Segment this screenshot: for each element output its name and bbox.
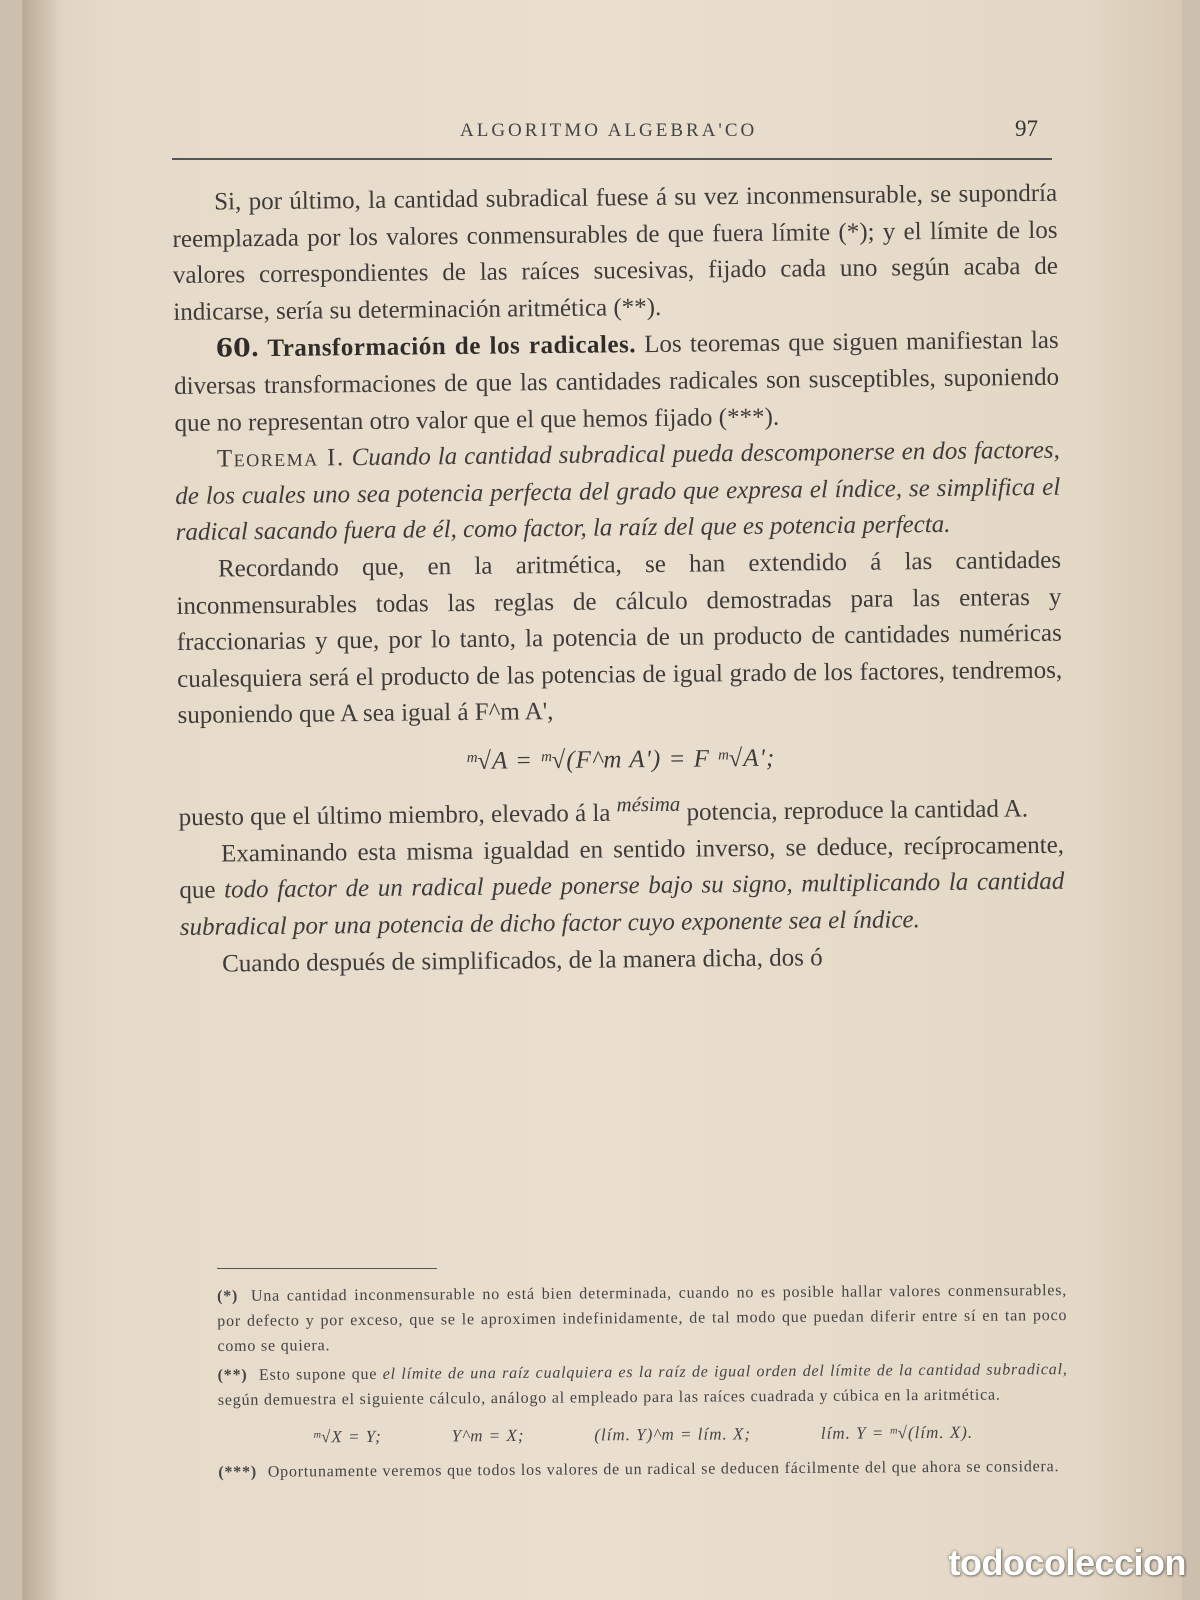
mesima-superscript: mésima [616,791,681,817]
footnote-2-italic: el límite de una raíz cualquiera es la raíz de igual orden del límite de la cantidad subradical [382,1361,1063,1383]
theorem-text: Cuando la cantidad subradical pueda descomponerse en dos factores, de los cuales uno sea potencia perfecta del grado que expresa el índice, se simplifica el radical sacando fuera de él, como factor, la raíz del que es potencia perfecta. [175,436,1061,547]
paragraph-5-text: Examinando esta misma igualdad en sentido inverso, se deduce, recíprocamente, que [179,831,1065,905]
paragraph-2: Los teoremas que siguen manifiestan las diversas transformaciones de que las cantidades radicales son susceptibles, suponiendo que no representan otro valor que el que hemos fijado (***). [173,327,1060,437]
paragraph-4-text-a: puesto que el último miembro, elevado á la [178,799,611,832]
footnote-1-marker: (*) [217,1287,239,1305]
book-page [22,0,1182,1600]
section-number: 60. [215,333,260,363]
page-number: 97 [1015,116,1038,141]
paragraph-5 [179,828,1065,947]
body-text [172,176,1065,983]
footnote-2-text-c: , según demuestra el siguiente cálculo, análogo al empleado para las raíces cuadrada y cúbica en la aritmética. [217,1361,1068,1409]
footnote-3-marker: (***) [218,1463,258,1481]
paragraph-1: Si, por último, la cantidad subradical fuese á su vez inconmensurable, se supondría reemplazada por los valores conmensurables de que fuera límite (*); y el límite de los valores correspondientes de las raíces sucesivas, fijado cada uno según acaba de indicarse, sería su determinación aritmética (**). [172,179,1059,326]
section-60-paragraph [174,322,1060,442]
paragraph-3: Recordando que, en la aritmética, se han extendido á las cantidades inconmensurables todas las reglas de cálculo demostradas para las enteras y fraccionarias y que, por lo tanto, la potencia de un producto de cantidades numéricas cualesquiera será el producto de las potencias de igual grado de los factores, tendremos, suponiendo que A sea igual á F^m A', [176,546,1063,730]
footnote-3 [218,1454,1068,1485]
footnote-1-text: Una cantidad inconmensurable no está bien determinada, cuando no es posible hallar valores conmensurables, por defecto y por exceso, que se le aproximen indefinidamente, de tal modo que puedan diferir entre sí en tan poco como se quiera. [217,1282,1068,1355]
paragraph-6: Cuando después de simplificados, de la manera dicha, dos ó [222,943,823,978]
footnote-formula-4: lím. Y = ᵐ√(lím. X). [820,1422,974,1443]
footnote-formula-2: Y^m = X; [451,1425,525,1446]
footnote-formula-3: (lím. Y)^m = lím. X; [594,1424,752,1445]
footnote-3-text: Oportunamente veremos que todos los valores de un radical se deducen fácilmente del que ahora se considera. [267,1458,1060,1481]
running-title: ALGORITMO ALGEBRA'CO [460,120,758,141]
page-header [172,116,1052,156]
footnote-2 [218,1357,1068,1413]
section-title: Transformación de los radicales. [267,331,637,363]
footnote-2-text-a: Esto supone que [258,1365,378,1384]
radical-formula: ᵐ√A = ᵐ√(F^m A') = F ᵐ√A'; [465,744,776,775]
theorem-paragraph [175,433,1061,552]
paragraph-4-text-b: potencia, reproduce la cantidad A. [686,795,1029,826]
footnote-rule [217,1268,437,1269]
footnote-1 [217,1278,1068,1359]
watermark-logo: todocoleccion [948,1542,1186,1583]
paragraph-5-italic: todo factor de un radical puede ponerse bajo su signo, multiplicando la cantidad subradical por una potencia de dicho factor cuyo exponente sea el índice. [179,868,1065,941]
theorem-label: Teorema I. [216,444,345,473]
footnote-formula-1: ᵐ√X = Y; [312,1426,382,1447]
footnote-formulas [278,1419,1008,1449]
footnote-2-marker: (**) [217,1366,248,1384]
header-rule [172,158,1052,160]
footnotes [217,1278,1068,1489]
